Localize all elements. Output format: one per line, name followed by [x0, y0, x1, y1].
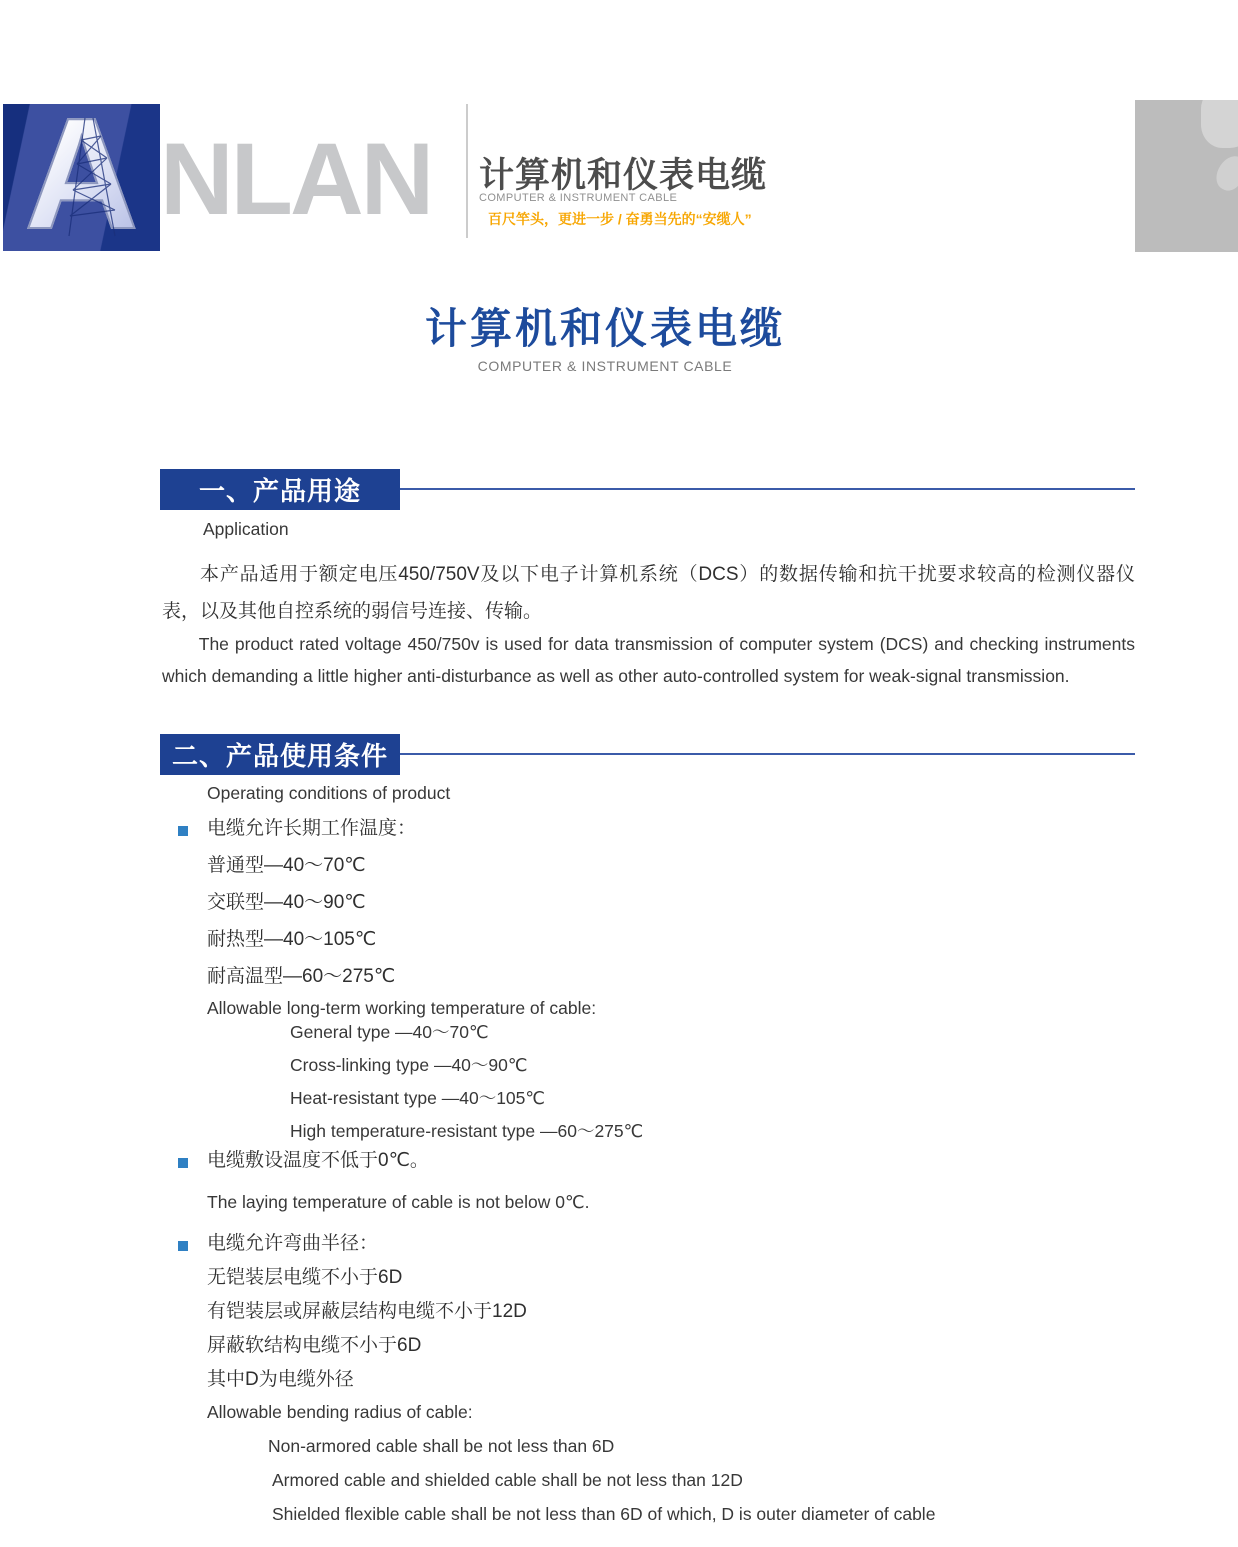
- temp-line-cn: 普通型—40～70℃: [207, 855, 366, 876]
- logo-text-nlan: NLAN: [160, 122, 432, 236]
- radius-line-en: Shielded flexible cable shall be not less than 6D of which, D is outer diameter of cable: [272, 1504, 936, 1524]
- temp-line-en: Heat-resistant type —40～105℃: [290, 1088, 546, 1108]
- header-divider: [466, 104, 468, 238]
- logo-letter-a: A: [3, 104, 160, 245]
- section2-rule: [398, 753, 1135, 755]
- section2-heading-box: 二、产品使用条件: [160, 734, 400, 775]
- page-title-cn: 计算机和仪表电缆: [424, 305, 785, 352]
- bullet3-label: 电缆允许弯曲半径：: [207, 1233, 379, 1254]
- bullet-square-icon: [178, 826, 188, 836]
- radius-line-en: Non-armored cable shall be not less than 6D: [268, 1436, 615, 1456]
- leaf-shape: [1201, 100, 1238, 148]
- section1-rule: [398, 488, 1135, 490]
- anlan-logo-mark: [3, 104, 160, 251]
- radius-line-en: Armored cable and shielded cable shall be not less than 12D: [272, 1470, 743, 1490]
- bullet1-label: 电缆允许长期工作温度：: [207, 818, 417, 839]
- section2-heading-en: Operating conditions of product: [207, 783, 451, 803]
- section1-heading-box: 一、产品用途: [160, 469, 400, 510]
- temp-line-cn: 耐高温型—60～275℃: [207, 966, 396, 987]
- temp-line-cn: 耐热型—40～105℃: [207, 929, 377, 950]
- section1-paragraph-en: The product rated voltage 450/750v is used for data transmission of computer system (DCS) and checking instruments which demanding a little higher anti-disturbance as well as other auto-controlled system for weak-signal transmission.: [162, 634, 1135, 686]
- temp-line-en: High temperature-resistant type —60～275℃: [290, 1121, 644, 1141]
- temp-line-en: Cross-linking type —40～90℃: [290, 1055, 528, 1075]
- section1-header: [160, 469, 1135, 510]
- bullet-square-icon: [178, 1241, 188, 1251]
- section2-header: [160, 734, 1135, 775]
- bullet2-label: 电缆敷设温度不低于0℃。: [207, 1150, 429, 1171]
- leaf-shape: [1212, 151, 1238, 195]
- radius-line-cn: 无铠装层电缆不小于6D: [207, 1267, 403, 1288]
- header-product-title-en: COMPUTER & INSTRUMENT CABLE: [479, 192, 678, 204]
- section1-paragraph-cn: 本产品适用于额定电压450/750V及以下电子计算机系统（DCS）的数据传输和抗干扰要求较高的检测仪器仪表，以及其他自控系统的弱信号连接、传输。: [162, 564, 1135, 622]
- decorative-photo-block: [1135, 100, 1238, 252]
- page-title-en: COMPUTER & INSTRUMENT CABLE: [477, 358, 733, 374]
- radius-line-cn: 屏蔽软结构电缆不小于6D: [207, 1335, 422, 1356]
- radius-intro-en: Allowable bending radius of cable:: [207, 1402, 473, 1422]
- header-product-title-cn: 计算机和仪表电缆: [479, 156, 768, 195]
- temp-intro-en: Allowable long-term working temperature of cable:: [207, 998, 597, 1018]
- bullet-square-icon: [178, 1158, 188, 1168]
- bullet2-line-en: The laying temperature of cable is not below 0℃.: [207, 1192, 590, 1212]
- radius-line-cn: 其中D为电缆外径: [207, 1369, 354, 1390]
- section1-heading-en: Application: [203, 519, 289, 539]
- radius-line-cn: 有铠装层或屏蔽层结构电缆不小于12D: [207, 1301, 527, 1322]
- temp-line-cn: 交联型—40～90℃: [207, 892, 366, 913]
- temp-line-en: General type —40～70℃: [290, 1022, 489, 1042]
- header-slogan: 百尺竿头，更进一步 / 奋勇当先的“安缆人”: [488, 211, 752, 227]
